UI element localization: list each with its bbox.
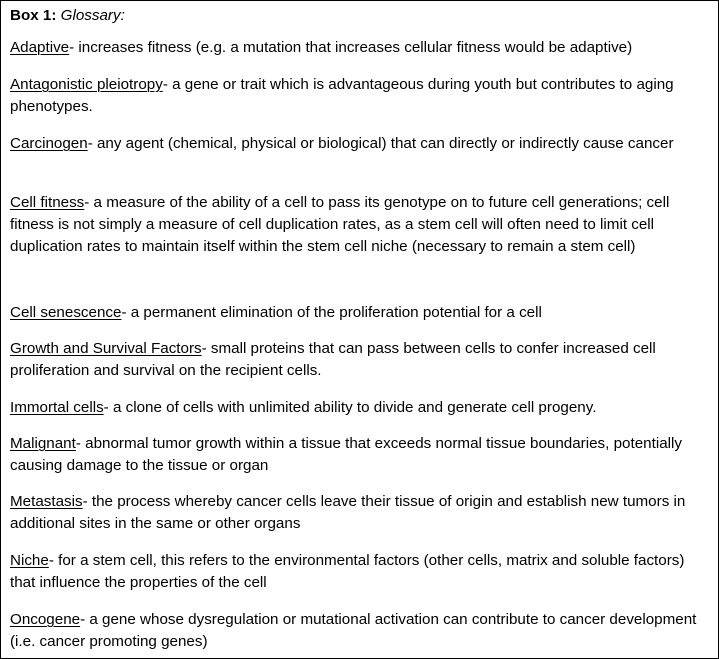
glossary-term: Cell fitness [10, 194, 85, 211]
glossary-entry-malignant [10, 433, 710, 477]
glossary-entry-adaptive [10, 37, 710, 59]
glossary-definition: - for a stem cell, this refers to the environmental factors (other cells, matrix and soluble factors) that influence the properties of the cell [10, 552, 685, 591]
glossary-entry-metastasis [10, 491, 710, 535]
glossary-definition: - a gene or trait which is advantageous during youth but contributes to aging phenotypes. [10, 76, 674, 115]
glossary-definition: - small proteins that can pass between cells to confer increased cell proliferation and survival on the recipient cells. [10, 340, 656, 379]
box-title [10, 5, 125, 27]
glossary-definition: - abnormal tumor growth within a tissue that exceeds normal tissue boundaries, potentially causing damage to the tissue or organ [10, 435, 682, 474]
glossary-term: Growth and Survival Factors [10, 340, 202, 357]
glossary-definition: - a measure of the ability of a cell to pass its genotype on to future cell generations; cell fitness is not simply a measure of cell duplication rates, as a stem cell will often need to limit cell duplication rates to maintain itself within the stem cell niche (necessary to remain a stem cell) [10, 194, 670, 255]
glossary-definition: - a permanent elimination of the proliferation potential for a cell [121, 304, 542, 321]
glossary-definition: - the process whereby cancer cells leave their tissue of origin and establish new tumors in additional sites in the same or other organs [10, 493, 686, 532]
box-label: Box 1: [10, 7, 57, 24]
glossary-entry-immortal-cells [10, 397, 710, 419]
glossary-term: Oncogene [10, 611, 81, 628]
glossary-entry-oncogene [10, 609, 710, 653]
glossary-term: Malignant [10, 435, 76, 452]
glossary-entry-antagonistic-pleiotropy [10, 74, 710, 118]
glossary-definition: - increases fitness (e.g. a mutation that increases cellular fitness would be adaptive) [69, 39, 633, 56]
box-title-text: Glossary: [60, 7, 125, 24]
glossary-definition: - any agent (chemical, physical or biological) that can directly or indirectly cause cancer [87, 135, 674, 152]
glossary-definition: - a gene whose dysregulation or mutational activation can contribute to cancer development (i.e. cancer promoting genes) [10, 611, 697, 650]
glossary-term: Immortal cells [10, 399, 104, 416]
glossary-term: Adaptive [10, 39, 70, 56]
glossary-entry-growth-and-survival-factors [10, 338, 710, 382]
glossary-term: Cell senescence [10, 304, 122, 321]
glossary-definition: - a clone of cells with unlimited ability to divide and generate cell progeny. [103, 399, 597, 416]
glossary-entry-cell-fitness [10, 192, 710, 258]
glossary-entry-carcinogen [10, 133, 710, 155]
glossary-term: Metastasis [10, 493, 83, 510]
glossary-term: Niche [10, 552, 49, 569]
glossary-term: Carcinogen [10, 135, 88, 152]
glossary-entry-cell-senescence [10, 302, 710, 324]
glossary-term: Antagonistic pleiotropy [10, 76, 163, 93]
glossary-entry-niche [10, 550, 710, 594]
